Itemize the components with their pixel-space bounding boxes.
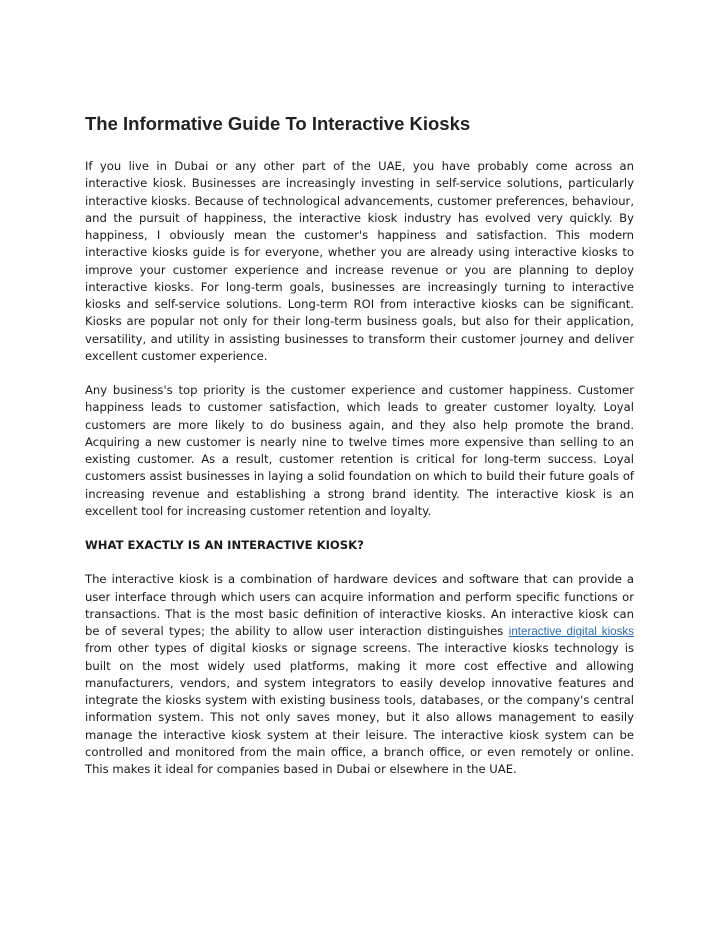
definition-paragraph [85,571,634,778]
page-title: The Informative Guide To Interactive Kiosks [85,113,471,134]
interactive-digital-kiosks-link[interactable]: interactive digital kiosks [508,625,634,638]
section-heading: WHAT EXACTLY IS AN INTERACTIVE KIOSK? [85,538,364,552]
document-body [85,112,634,795]
customer-experience-paragraph: Any business's top priority is the customer experience and customer happiness. Customer happiness leads to customer satisfaction, which leads to greater customer loyalty. Loyal customers are more likely to do business again, and they also help promote the brand. Acquiring a new customer is nearly nine to twelve times more expensive than selling to an existing customer. As a result, customer retention is critical for long-term success. Loyal customers assist businesses in laying a solid foundation on which to build their future goals of increasing revenue and establishing a strong brand identity. The interactive kiosk is an excellent tool for increasing customer retention and loyalty. [85,383,634,518]
intro-paragraph: If you live in Dubai or any other part of the UAE, you have probably come across an interactive kiosk. Businesses are increasingly investing in self-service solutions, particularly interactive kiosks. Because of technological advancements, customer preferences, behaviour, and the pursuit of happiness, the interactive kiosk industry has evolved very quickly. By happiness, I obviously mean the customer's happiness and satisfaction. This modern interactive kiosks guide is for everyone, whether you are already using interactive kiosks to improve your customer experience and increase revenue or you are planning to deploy interactive kiosks. For long-term goals, businesses are increasingly turning to interactive kiosks and self-service solutions. Long-term ROI from interactive kiosks can be significant. Kiosks are popular not only for their long-term business goals, but also for their application, versatility, and utility in assisting businesses to transform their customer journey and deliver excellent customer experience. [85,159,634,363]
definition-text-start: The interactive kiosk is a combination of hardware devices and software that can provide a user interface through which users can acquire information and perform specific functions or transactions. That is the most basic definition of interactive kiosks. An interactive kiosk can be of several types; the ability to allow user interaction distinguishes [85,572,634,638]
definition-text-end: from other types of digital kiosks or signage screens. The interactive kiosks technology is built on the most widely used platforms, making it more cost effective and allowing manufacturers, vendors, and system integrators to easily develop innovative features and integrate the kiosks system with existing business tools, databases, or the company's central information system. This not only saves money, but it also allows management to easily manage the interactive kiosk system at their leisure. The interactive kiosk system can be controlled and monitored from the main office, a branch office, or even remotely or online. This makes it ideal for companies based in Dubai or elsewhere in the UAE. [85,641,634,776]
